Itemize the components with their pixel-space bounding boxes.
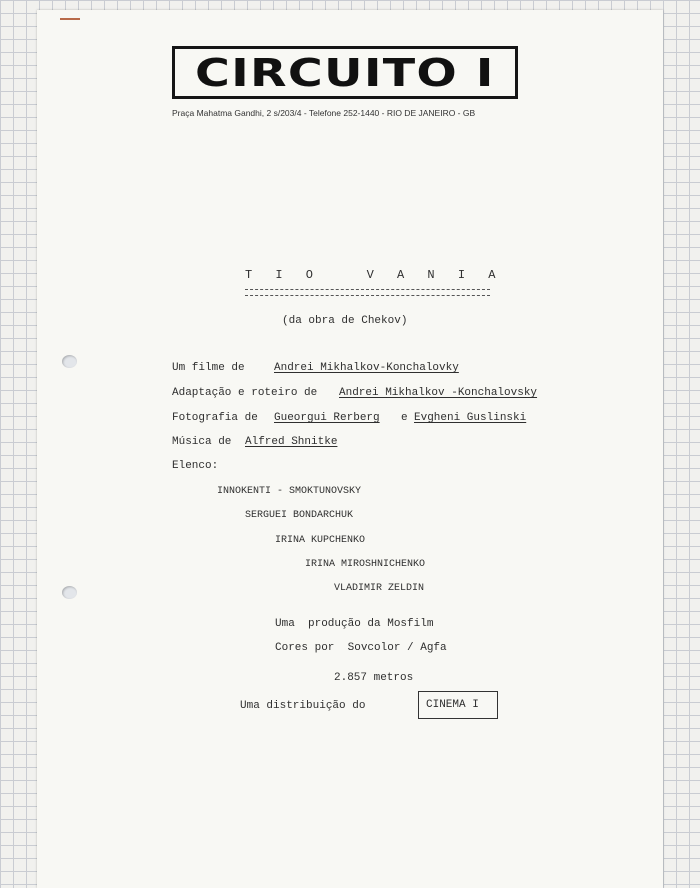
credit-label-director: Um filme de bbox=[172, 362, 245, 374]
title-underline bbox=[245, 289, 490, 296]
cast-member: INNOKENTI - SMOKTUNOVSKY bbox=[217, 486, 362, 497]
corner-mark bbox=[60, 18, 80, 20]
credit-value-screenplay: Andrei Mikhalkov -Konchalovsky bbox=[339, 387, 538, 399]
address-line: Praça Mahatma Gandhi, 2 s/203/4 - Telefone 252-1440 - RIO DE JANEIRO - GB bbox=[172, 108, 476, 118]
cast-member: IRINA KUPCHENKO bbox=[275, 535, 366, 546]
logo-text: CIRCUITO I bbox=[195, 50, 495, 95]
credit-value-music: Alfred Shnitke bbox=[245, 436, 338, 448]
document-sheet bbox=[37, 10, 663, 888]
punch-hole-bottom bbox=[62, 586, 77, 599]
credit-value-director: Andrei Mikhalkov-Konchalovky bbox=[274, 362, 459, 374]
cast-member: IRINA MIROSHNICHENKO bbox=[305, 559, 426, 570]
cast-label: Elenco: bbox=[172, 460, 219, 472]
credit-value-photography-2: Evgheni Guslinski bbox=[414, 412, 527, 424]
cast-member: SERGUEI BONDARCHUK bbox=[245, 510, 354, 521]
credit-joiner-photography: e bbox=[401, 412, 408, 424]
distributor-name: CINEMA I bbox=[426, 699, 479, 711]
distribution-label: Uma distribuição do bbox=[240, 700, 366, 712]
cast-member: VLADIMIR ZELDIN bbox=[334, 583, 425, 594]
film-title: T I O V A N I A bbox=[245, 268, 504, 282]
credit-label-screenplay: Adaptação e roteiro de bbox=[172, 387, 318, 399]
credit-label-music: Música de bbox=[172, 436, 232, 448]
logo-box bbox=[172, 46, 518, 99]
punch-hole-top bbox=[62, 355, 77, 368]
color-line: Cores por Sovcolor / Agfa bbox=[275, 642, 447, 654]
length-line: 2.857 metros bbox=[334, 672, 414, 684]
production-line: Uma produção da Mosfilm bbox=[275, 618, 434, 630]
film-subtitle: (da obra de Chekov) bbox=[282, 315, 408, 327]
credit-label-photography: Fotografia de bbox=[172, 412, 258, 424]
credit-value-photography-1: Gueorgui Rerberg bbox=[274, 412, 380, 424]
